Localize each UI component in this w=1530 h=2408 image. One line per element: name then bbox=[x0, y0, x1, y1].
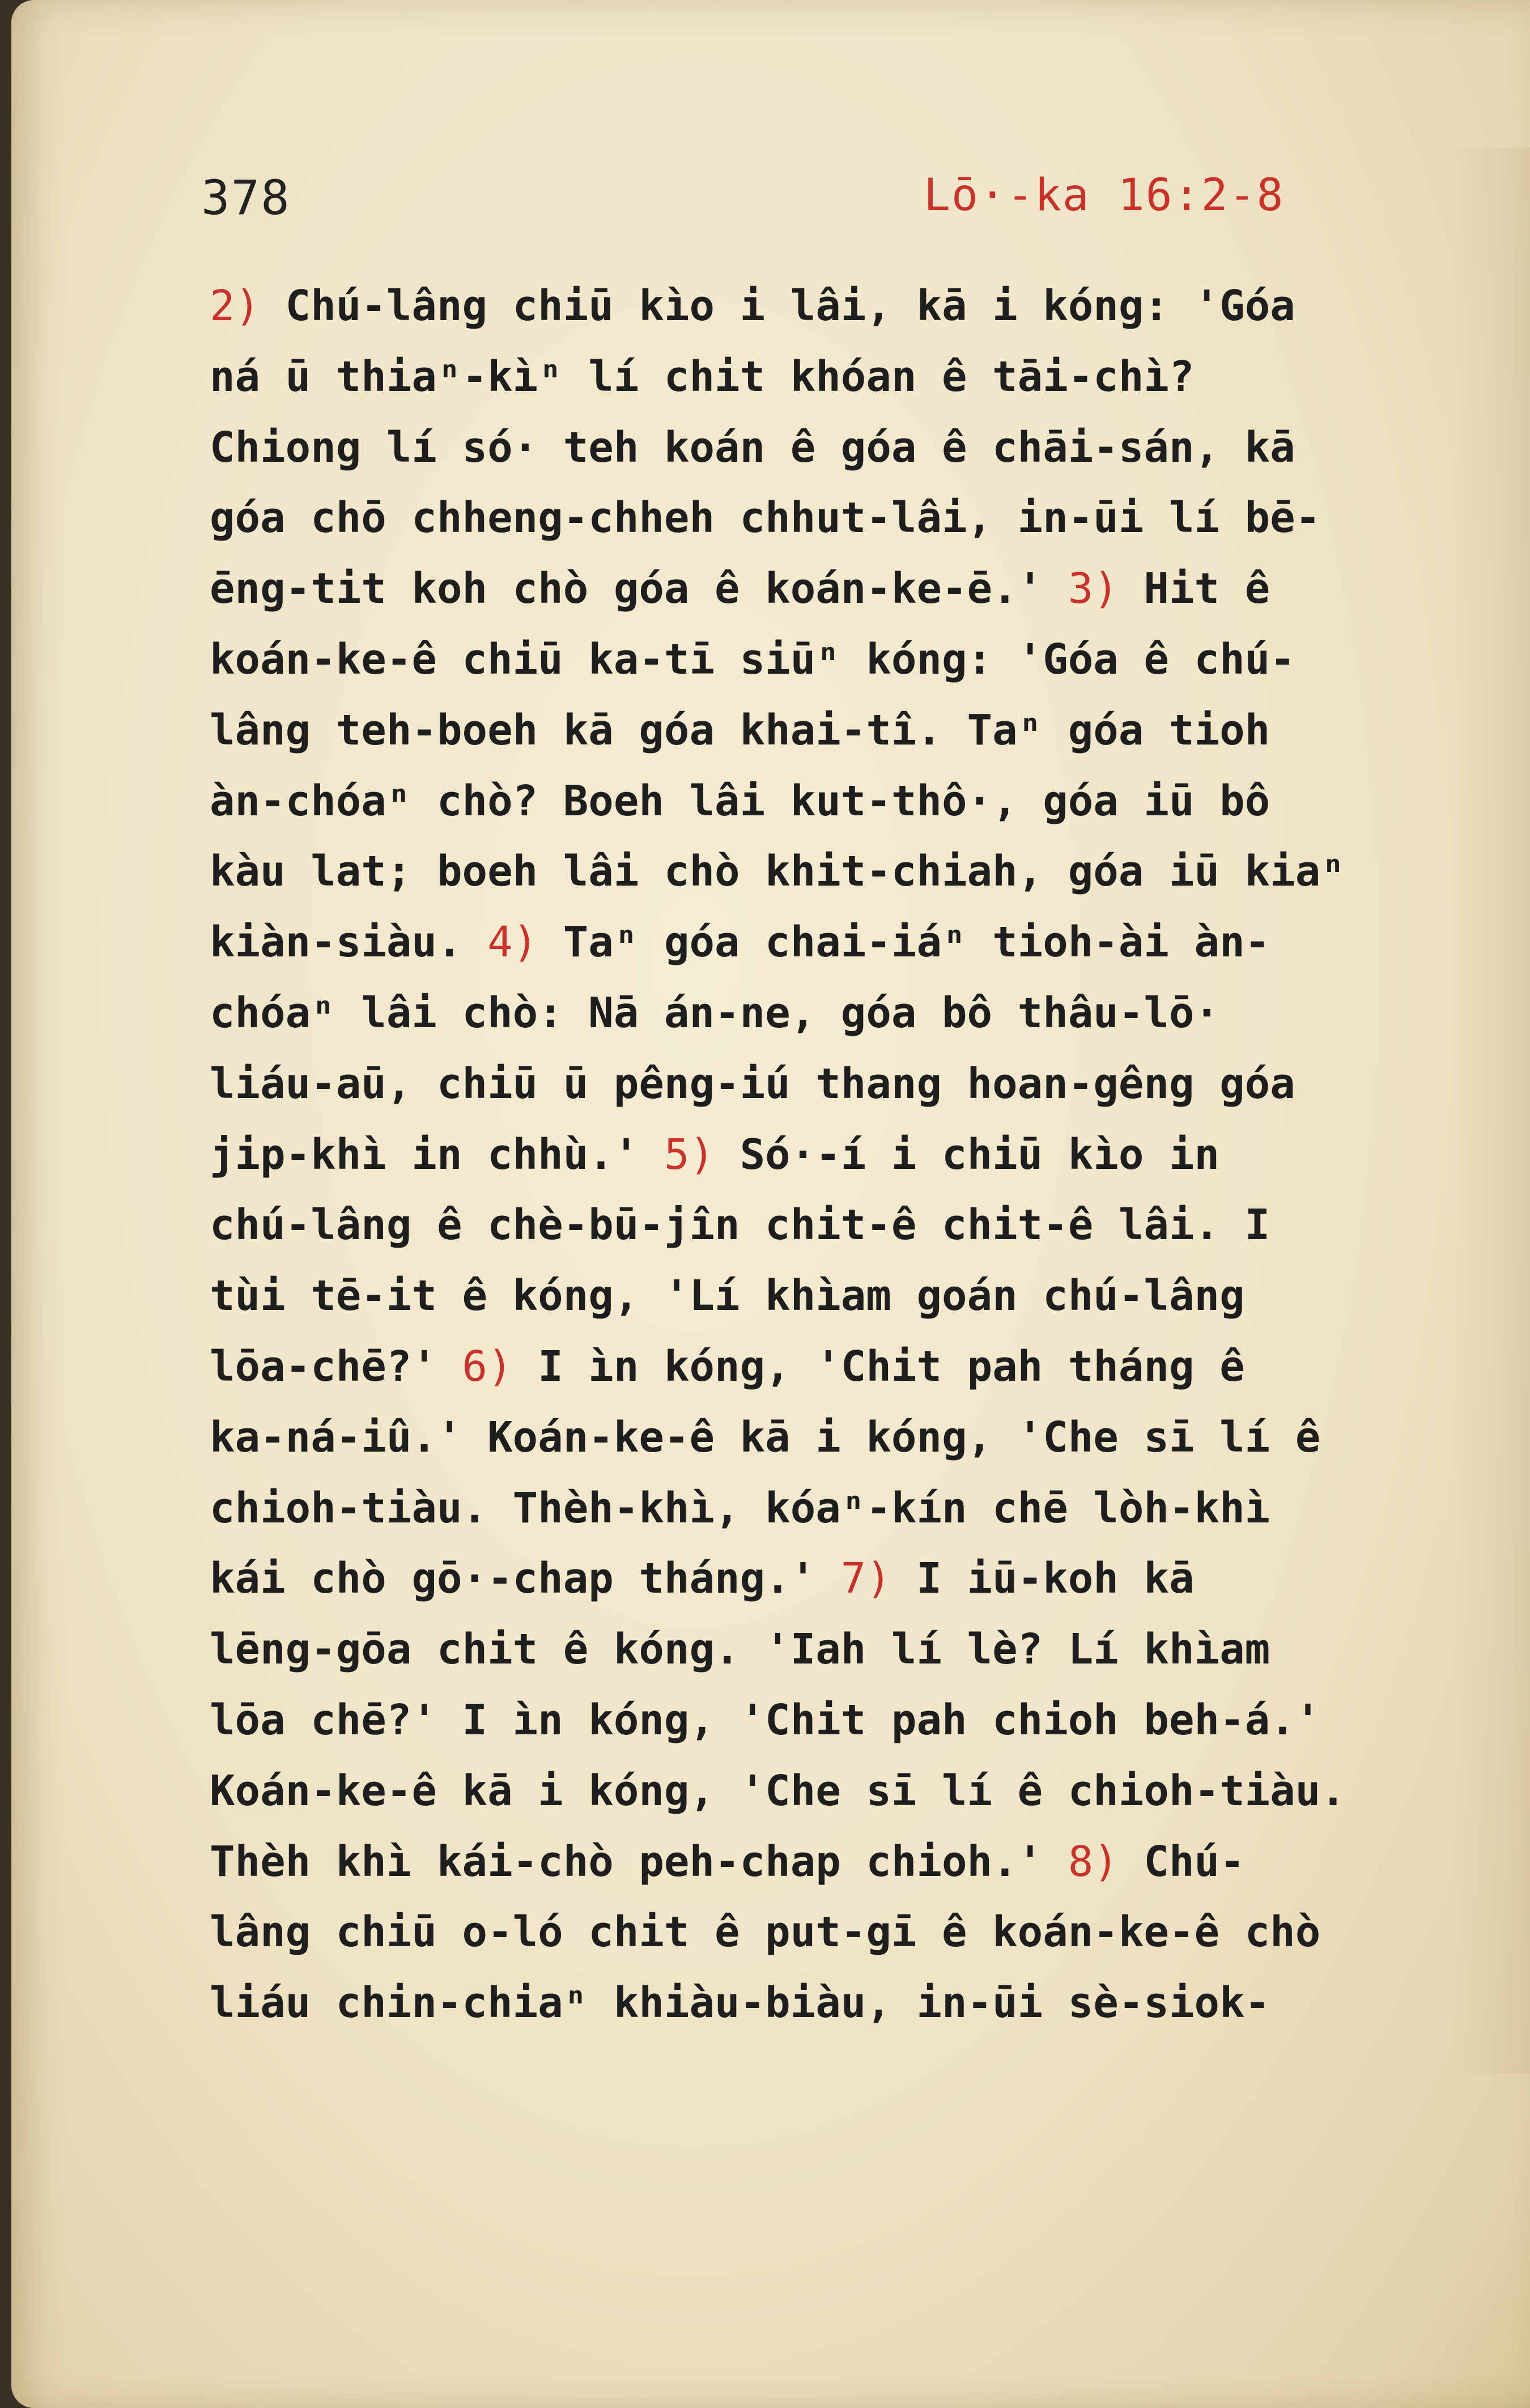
line-text: lōa chē?' I ìn kóng, 'Chit pah chioh beh-á.' bbox=[210, 1695, 1321, 1745]
line-text: chú-lâng ê chè-bū-jîn chit-ê chit-ê lâi. I bbox=[210, 1201, 1270, 1250]
line-text: liáu-aū, chiū ū pêng-iú thang hoan-gêng góa bbox=[210, 1059, 1295, 1108]
text-line bbox=[210, 1756, 1524, 1827]
line-text: kiàn-siàu. bbox=[210, 918, 488, 967]
line-text: lâng teh-boeh kā góa khai-tî. Taⁿ góa tioh bbox=[210, 705, 1270, 755]
text-line bbox=[210, 766, 1524, 837]
line-text: Só·-í i chiū kìo in bbox=[715, 1130, 1220, 1179]
line-text: Koán-ke-ê kā i kóng, 'Che sī lí ê chioh-tiàu. bbox=[210, 1766, 1346, 1815]
text-line bbox=[210, 1049, 1524, 1120]
text-line bbox=[210, 1402, 1524, 1473]
text-line bbox=[210, 412, 1524, 483]
book-page bbox=[11, 0, 1530, 2408]
line-text: Chú- bbox=[1118, 1837, 1245, 1886]
line-text: jip-khì in chhù.' bbox=[210, 1130, 664, 1179]
verse-number: 4) bbox=[487, 918, 538, 967]
line-text: koán-ke-ê chiū ka-tī siūⁿ kóng: 'Góa ê chú- bbox=[210, 635, 1295, 684]
text-line bbox=[210, 1331, 1524, 1402]
text-line bbox=[210, 483, 1524, 554]
page-number: 378 bbox=[201, 170, 291, 226]
line-text: Taⁿ góa chai-iáⁿ tioh-ài àn- bbox=[538, 918, 1270, 967]
text-line bbox=[210, 271, 1524, 342]
text-line bbox=[210, 1543, 1524, 1614]
verse-number: 5) bbox=[664, 1130, 715, 1179]
text-line bbox=[210, 907, 1524, 978]
body-text bbox=[210, 271, 1524, 2039]
line-text: ka-ná-iû.' Koán-ke-ê kā i kóng, 'Che sī lí ê bbox=[210, 1413, 1321, 1462]
verse-number: 6) bbox=[462, 1342, 513, 1391]
text-line bbox=[210, 1685, 1524, 1756]
text-line bbox=[210, 836, 1524, 907]
page-header bbox=[201, 170, 1334, 238]
text-line bbox=[210, 1261, 1524, 1331]
line-text: chóaⁿ lâi chò: Nā án-ne, góa bô thâu-lō· bbox=[210, 988, 1220, 1037]
line-text: Hit ê bbox=[1118, 564, 1270, 614]
verse-number: 2) bbox=[210, 282, 261, 330]
verse-number: 8) bbox=[1068, 1837, 1119, 1886]
text-line bbox=[210, 342, 1524, 412]
line-text: lēng-gōa chit ê kóng. 'Iah lí lè? Lí khìam bbox=[210, 1625, 1270, 1674]
line-text: kái chò gō·-chap tháng.' bbox=[210, 1554, 841, 1603]
verse-number: 3) bbox=[1068, 564, 1119, 614]
line-text: lâng chiū o-ló chit ê put-gī ê koán-ke-ê chò bbox=[210, 1908, 1321, 1957]
line-text: tùi tē-it ê kóng, 'Lí khìam goán chú-lâng bbox=[210, 1271, 1245, 1321]
line-text: ná ū thiaⁿ-kìⁿ lí chit khóan ê tāi-chì? bbox=[210, 352, 1195, 401]
text-line bbox=[210, 695, 1524, 766]
line-text: àn-chóaⁿ chò? Boeh lâi kut-thô·, góa iū bô bbox=[210, 776, 1270, 826]
text-line bbox=[210, 1827, 1524, 1898]
text-line bbox=[210, 978, 1524, 1049]
line-text: I iū-koh kā bbox=[891, 1554, 1195, 1603]
text-line bbox=[210, 1968, 1524, 2039]
line-text: I ìn kóng, 'Chit pah tháng ê bbox=[512, 1342, 1245, 1391]
line-text: ēng-tit koh chò góa ê koán-ke-ē.' bbox=[210, 564, 1068, 614]
text-line bbox=[210, 1190, 1524, 1261]
line-text: chioh-tiàu. Thèh-khì, kóaⁿ-kín chē lòh-khì bbox=[210, 1483, 1270, 1533]
text-line bbox=[210, 1614, 1524, 1685]
line-text: kàu lat; boeh lâi chò khit-chiah, góa iū kiaⁿ bbox=[210, 847, 1346, 896]
text-line bbox=[210, 1473, 1524, 1544]
line-text: góa chō chheng-chheh chhut-lâi, in-ūi lí bē- bbox=[210, 493, 1321, 543]
line-text: liáu chin-chiaⁿ khiàu-biàu, in-ūi sè-siok- bbox=[210, 1979, 1270, 2028]
text-line bbox=[210, 554, 1524, 624]
running-head: Lō·-ka 16:2-8 bbox=[924, 170, 1285, 221]
verse-number: 7) bbox=[840, 1554, 891, 1603]
line-text: Thèh khì kái-chò peh-chap chioh.' bbox=[210, 1837, 1068, 1886]
text-line bbox=[210, 1897, 1524, 1968]
line-text: lōa-chē?' bbox=[210, 1342, 462, 1391]
text-line bbox=[210, 1120, 1524, 1190]
line-text: Chiong lí só· teh koán ê góa ê chāi-sán, kā bbox=[210, 423, 1295, 472]
line-text: Chú-lâng chiū kìo i lâi, kā i kóng: 'Góa bbox=[260, 282, 1295, 330]
text-line bbox=[210, 624, 1524, 695]
